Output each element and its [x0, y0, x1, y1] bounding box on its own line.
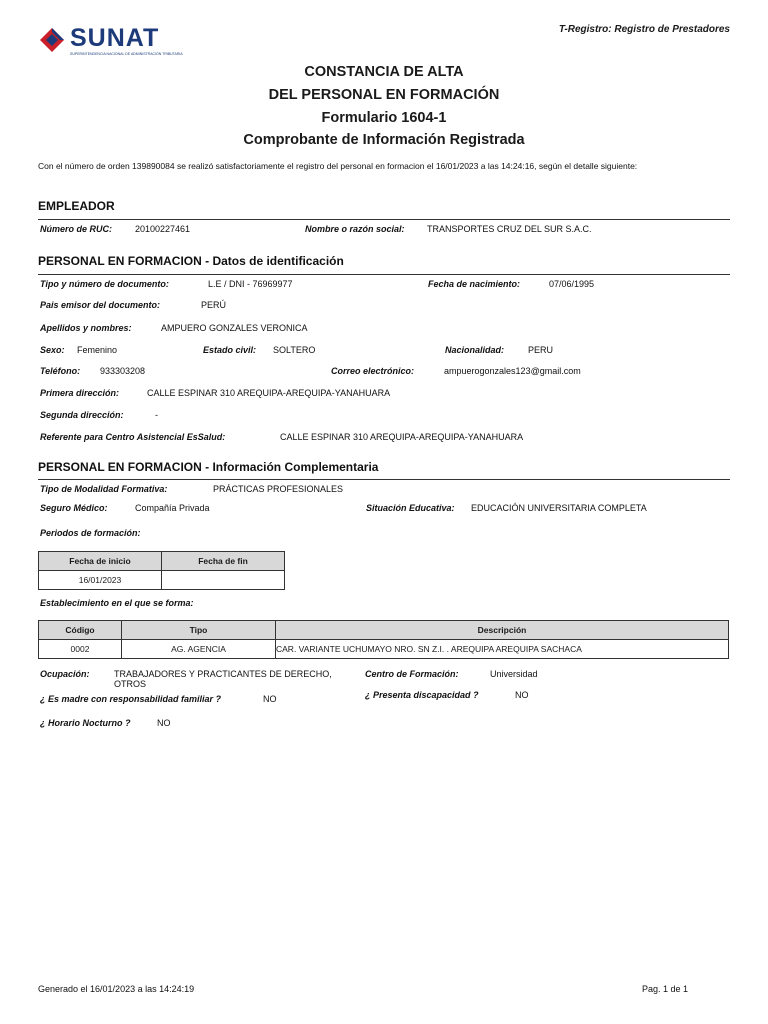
periods-table: [38, 551, 285, 590]
logo-text: SUNAT: [70, 24, 160, 52]
address1-label: Primera dirección:: [40, 388, 120, 398]
essalud-label: Referente para Centro Asistencial EsSalud:: [40, 432, 226, 442]
nationality-label: Nacionalidad:: [445, 345, 505, 355]
intro-text: Con el número de orden 139890084 se realizó satisfactoriamente el registro del personal en formacion el 16/01/2023 a las 14:24:16, según el detalle siguiente:: [38, 161, 638, 171]
logo-subtitle: SUPERINTENDENCIA NACIONAL DE ADMINISTRACIÓN TRIBUTARIA: [70, 52, 183, 56]
divider: [38, 219, 730, 220]
mother-label: ¿ Es madre con responsabilidad familiar ?: [40, 694, 222, 704]
col-type: Tipo: [122, 621, 276, 640]
section-identificacion: PERSONAL EN FORMACION - Datos de identificación: [38, 254, 344, 268]
start-date-cell: 16/01/2023: [39, 571, 162, 590]
code-cell: 0002: [39, 640, 122, 659]
sex-value: Femenino: [77, 345, 118, 355]
col-code: Código: [39, 621, 122, 640]
company-name-label: Nombre o razón social:: [305, 224, 405, 234]
country-value: PERÚ: [201, 300, 227, 310]
establishment-table: [38, 620, 729, 659]
names-value: AMPUERO GONZALES VERONICA: [161, 323, 308, 333]
description-cell: CAR. VARIANTE UCHUMAYO NRO. SN Z.I. . AREQUIPA AREQUIPA SACHACA: [276, 640, 729, 659]
address2-value: -: [155, 410, 158, 420]
divider: [38, 479, 730, 480]
night-shift-label: ¿ Horario Nocturno ?: [40, 718, 131, 728]
section-complementaria: PERSONAL EN FORMACION - Información Complementaria: [38, 460, 379, 474]
occupation-value-line1: TRABAJADORES Y PRACTICANTES DE DERECHO,: [114, 669, 332, 679]
occupation-label: Ocupación:: [40, 669, 90, 679]
periods-label: Periodos de formación:: [40, 528, 141, 538]
generated-timestamp: Generado el 16/01/2023 a las 14:24:19: [38, 984, 195, 994]
doc-title-line4: Comprobante de Información Registrada: [243, 132, 525, 148]
phone-label: Teléfono:: [40, 366, 81, 376]
section-empleador: EMPLEADOR: [38, 199, 115, 213]
table-row: [39, 571, 285, 590]
training-center-label: Centro de Formación:: [365, 669, 459, 679]
modalidad-value: PRÁCTICAS PROFESIONALES: [213, 484, 344, 494]
country-label: Pais emisor del documento:: [40, 300, 161, 310]
education-value: EDUCACIÓN UNIVERSITARIA COMPLETA: [471, 503, 647, 513]
establishment-label: Establecimiento en el que se forma:: [40, 598, 194, 608]
divider: [38, 274, 730, 275]
birthdate-label: Fecha de nacimiento:: [428, 279, 521, 289]
insurance-label: Seguro Médico:: [40, 503, 108, 513]
ruc-label: Número de RUC:: [40, 224, 113, 234]
ruc-value: 20100227461: [135, 224, 191, 234]
sex-label: Sexo:: [40, 345, 65, 355]
birthdate-value: 07/06/1995: [549, 279, 595, 289]
doc-label: Tipo y número de documento:: [40, 279, 169, 289]
education-label: Situación Educativa:: [366, 503, 455, 513]
address2-label: Segunda dirección:: [40, 410, 124, 420]
registry-title: T-Registro: Registro de Prestadores: [558, 24, 730, 35]
night-shift-value: NO: [157, 718, 171, 728]
phone-value: 933303208: [100, 366, 146, 376]
occupation-value-line2: OTROS: [114, 679, 147, 689]
civil-status-label: Estado civil:: [203, 345, 257, 355]
doc-title-line3: Formulario 1604-1: [321, 110, 447, 126]
table-header-row: [39, 621, 729, 640]
training-center-value: Universidad: [490, 669, 538, 679]
email-label: Correo electrónico:: [331, 366, 415, 376]
col-description: Descripción: [276, 621, 729, 640]
doc-value: L.E / DNI - 76969977: [208, 279, 293, 289]
col-end-date: Fecha de fin: [162, 552, 285, 571]
mother-value: NO: [263, 694, 277, 704]
address1-value: CALLE ESPINAR 310 AREQUIPA-AREQUIPA-YANAHUARA: [147, 388, 391, 398]
disability-value: NO: [515, 690, 529, 700]
col-start-date: Fecha de inicio: [39, 552, 162, 571]
civil-status-value: SOLTERO: [273, 345, 316, 355]
names-label: Apellidos y nombres:: [40, 323, 132, 333]
sunat-logo: [38, 24, 188, 62]
email-value: ampuerogonzales123@gmail.com: [444, 366, 581, 376]
type-cell: AG. AGENCIA: [122, 640, 276, 659]
insurance-value: Compañía Privada: [135, 503, 210, 513]
modalidad-label: Tipo de Modalidad Formativa:: [40, 484, 168, 494]
disability-label: ¿ Presenta discapacidad ?: [365, 690, 479, 700]
company-name-value: TRANSPORTES CRUZ DEL SUR S.A.C.: [427, 224, 592, 234]
end-date-cell: [162, 571, 285, 590]
essalud-value: CALLE ESPINAR 310 AREQUIPA-AREQUIPA-YANAHUARA: [280, 432, 524, 442]
table-header-row: [39, 552, 285, 571]
nationality-value: PERU: [528, 345, 554, 355]
doc-title-line1: CONSTANCIA DE ALTA: [304, 64, 464, 80]
doc-title-line2: DEL PERSONAL EN FORMACIÓN: [268, 87, 500, 103]
table-row: [39, 640, 729, 659]
page-number: Pag. 1 de 1: [642, 984, 689, 994]
